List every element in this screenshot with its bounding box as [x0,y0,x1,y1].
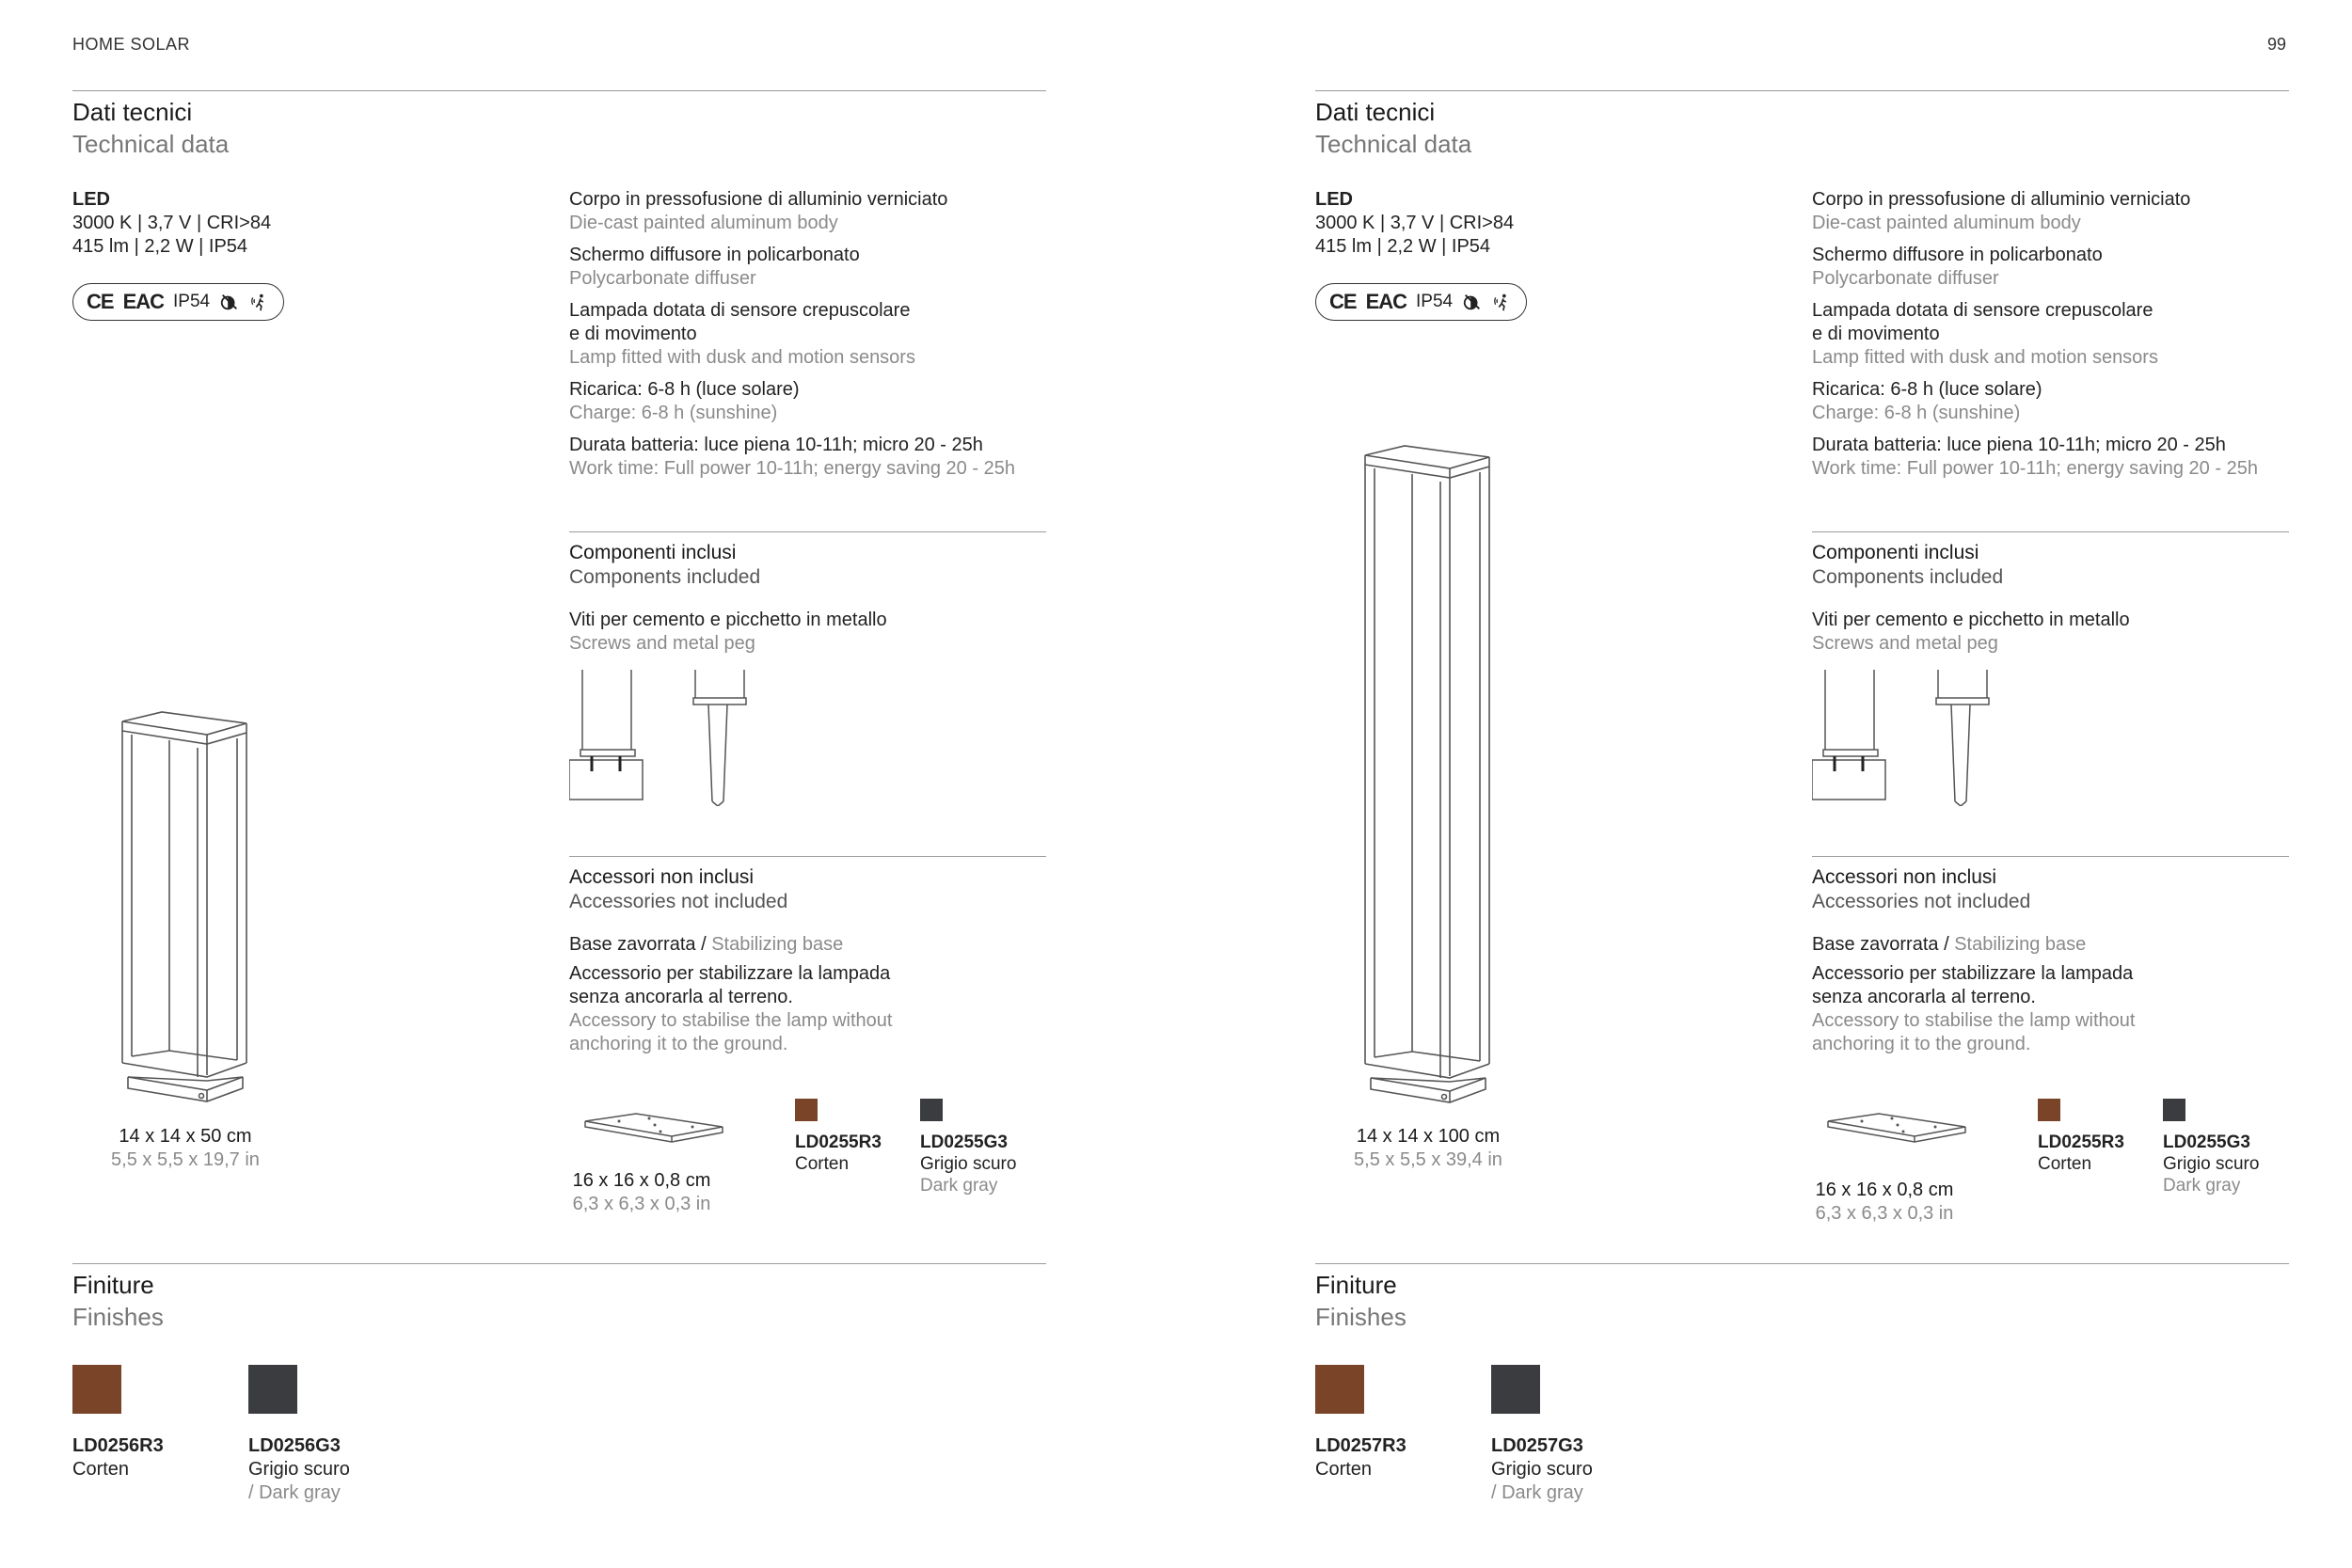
eac-mark-icon: EAC [122,290,165,313]
left-page [72,0,1065,1568]
components-rule [1812,531,2289,532]
lamp-dimensions [77,1125,294,1172]
base-dims-in: 6,3 x 6,3 x 0,3 in [1815,1203,1954,1224]
components-text-en: Screws and metal peg [1812,633,1998,654]
accessories-title-it: Accessori non inclusi [569,866,755,888]
spec-it: Durata batteria: luce piena 10-11h; micro 20 - 25h [1812,435,2226,455]
dusk-sensor-icon [1462,292,1483,312]
lamp-dims-in: 5,5 x 5,5 x 39,4 in [1354,1149,1502,1170]
finish-name-en: / Dark gray [1491,1482,1583,1503]
lamp-dims-cm: 14 x 14 x 100 cm [1356,1126,1501,1147]
spec-en: Charge: 6-8 h (sunshine) [569,403,778,423]
spec-it: Lampada dotata di sensore crepuscolare [569,300,911,321]
accessory-swatch-corten [795,1099,818,1121]
led-specs [72,188,271,259]
spec-it: Corpo in pressofusione di alluminio verniciato [1812,189,2191,210]
finishes-title-en: Finishes [72,1303,164,1331]
finish-name: Grigio scuro [248,1459,350,1480]
finish-swatch-dark-gray [248,1365,297,1414]
base-dims-cm: 16 x 16 x 0,8 cm [572,1170,711,1191]
finish-code: LD0257R3 [1315,1435,1406,1456]
accessory-finish-corten [795,1132,882,1175]
components-text-en: Screws and metal peg [569,633,755,654]
components-title-en: Components included [1812,566,2004,588]
accessory-finish-name-en: Dark gray [920,1176,998,1196]
finish-code: LD0257G3 [1491,1435,1583,1456]
spec-item [569,434,1077,481]
screws-and-peg-illustration [1812,670,2010,806]
spec-it: Durata batteria: luce piena 10-11h; micro 20 - 25h [569,435,983,455]
base-dims-cm: 16 x 16 x 0,8 cm [1815,1180,1954,1200]
led-line-2: 415 lm | 2,2 W | IP54 [72,236,248,257]
spec-it-cont: e di movimento [569,324,697,344]
base-dims-in: 6,3 x 6,3 x 0,3 in [572,1194,711,1214]
base-desc-en-cont: anchoring it to the ground. [569,1034,788,1054]
base-desc-en: Accessory to stabilise the lamp without [569,1010,893,1031]
spec-en: Charge: 6-8 h (sunshine) [1812,403,2021,423]
spec-list [569,188,1077,489]
led-line-1: 3000 K | 3,7 V | CRI>84 [72,213,272,233]
spec-en: Polycarbonate diffuser [569,268,756,289]
base-dimensions [1804,1179,1964,1226]
spec-en: Lamp fitted with dusk and motion sensors [569,347,915,368]
accessory-finish-name: Corten [2038,1154,2092,1174]
spec-it: Schermo diffusore in policarbonato [569,245,860,265]
accessories-title-en: Accessories not included [569,891,788,912]
tech-title-it: Dati tecnici [72,98,193,126]
spec-it: Schermo diffusore in policarbonato [1812,245,2103,265]
finishes-rule [72,1263,1046,1264]
spec-it: Ricarica: 6-8 h (luce solare) [569,379,800,400]
tech-title-en: Technical data [72,130,230,158]
accessory-swatch-dark-gray [920,1099,943,1121]
dusk-sensor-icon [219,292,240,312]
certification-badge [72,283,284,321]
finish-corten [1315,1434,1406,1481]
lamp-illustration [115,710,256,1105]
finish-swatch-corten [1315,1365,1364,1414]
spec-it-cont: e di movimento [1812,324,1940,344]
spec-item [1812,434,2320,481]
accessory-code: LD0255R3 [2038,1132,2124,1152]
accessory-finish-corten [2038,1132,2124,1175]
motion-sensor-icon [1492,292,1513,312]
accessories-title-it: Accessori non inclusi [1812,866,1997,888]
eac-mark-icon: EAC [1365,290,1407,313]
led-label: LED [1315,189,1353,210]
finish-swatch-corten [72,1365,121,1414]
led-label: LED [72,189,110,210]
spec-list [1812,188,2320,489]
finishes-title-it: Finiture [72,1271,154,1299]
spec-item [1812,188,2320,235]
components-text-it: Viti per cemento e picchetto in metallo [569,610,887,630]
finishes-rule [1315,1263,2289,1264]
components-title-it: Componenti inclusi [1812,542,1979,563]
accessory-swatch-dark-gray [2163,1099,2185,1121]
accessory-finish-dark-gray [2163,1132,2259,1196]
spec-item [569,244,1077,291]
components-title-en: Components included [569,566,761,588]
spec-item [1812,299,2320,370]
lamp-dimensions [1320,1125,1536,1172]
finish-name: Corten [1315,1459,1373,1480]
base-separator: / [695,934,712,955]
base-plate-illustration [1826,1110,1967,1152]
spec-it: Ricarica: 6-8 h (luce solare) [1812,379,2042,400]
lamp-dims-in: 5,5 x 5,5 x 19,7 in [111,1149,260,1170]
accessory-finish-dark-gray [920,1132,1016,1196]
ip-rating: IP54 [173,292,211,311]
finish-code: LD0256R3 [72,1435,164,1456]
tech-title-it: Dati tecnici [1315,98,1436,126]
accessories-section [569,865,1046,1056]
accessory-finish-name-en: Dark gray [2163,1176,2241,1196]
accessory-finish-name: Grigio scuro [920,1154,1017,1174]
motion-sensor-icon [249,292,270,312]
finish-code: LD0256G3 [248,1435,341,1456]
base-label-it: Base zavorrata [1812,934,1939,955]
accessory-swatch-corten [2038,1099,2060,1121]
finish-name: Corten [72,1459,130,1480]
finish-name: Grigio scuro [1491,1459,1593,1480]
top-rule [72,90,1046,91]
led-specs [1315,188,1514,259]
finish-dark-gray [248,1434,350,1505]
base-desc-it-cont: senza ancorarla al terreno. [569,987,793,1007]
components-title-it: Componenti inclusi [569,542,737,563]
certification-badge [1315,283,1527,321]
base-desc-en: Accessory to stabilise the lamp without [1812,1010,2136,1031]
spec-item [569,188,1077,235]
lamp-illustration [1358,444,1499,1106]
right-page [1315,0,2308,1568]
ce-mark-icon: CE [1329,290,1357,313]
finish-swatch-dark-gray [1491,1365,1540,1414]
spec-it: Corpo in pressofusione di alluminio verniciato [569,189,948,210]
stabilizing-base-label [1812,933,2289,957]
components-section [1812,541,2130,656]
spec-item [1812,378,2320,425]
spec-item [1812,244,2320,291]
running-header: HOME SOLAR [72,35,191,54]
screws-and-peg-illustration [569,670,767,806]
accessories-rule [1812,856,2289,857]
base-desc-en-cont: anchoring it to the ground. [1812,1034,2031,1054]
components-rule [569,531,1046,532]
top-rule [1315,90,2289,91]
spec-item [569,378,1077,425]
accessory-code: LD0255G3 [920,1132,1008,1152]
spec-en: Work time: Full power 10-11h; energy saving 20 - 25h [569,458,1015,479]
spec-en: Die-cast painted aluminum body [569,213,838,233]
finish-dark-gray [1491,1434,1593,1505]
spec-en: Polycarbonate diffuser [1812,268,1999,289]
finishes-title-en: Finishes [1315,1303,1406,1331]
finish-name-en: / Dark gray [248,1482,341,1503]
page-number: 99 [2267,35,2287,54]
accessory-code: LD0255G3 [2163,1132,2250,1152]
base-desc-it: Accessorio per stabilizzare la lampada [1812,963,2134,984]
components-text-it: Viti per cemento e picchetto in metallo [1812,610,2130,630]
base-desc-it-cont: senza ancorarla al terreno. [1812,987,2036,1007]
led-line-2: 415 lm | 2,2 W | IP54 [1315,236,1491,257]
accessory-finish-name: Corten [795,1154,850,1174]
spec-item [569,299,1077,370]
tech-title-en: Technical data [1315,130,1472,158]
spec-en: Work time: Full power 10-11h; energy saving 20 - 25h [1812,458,2258,479]
base-desc-it: Accessorio per stabilizzare la lampada [569,963,891,984]
base-dimensions [562,1169,722,1216]
ce-mark-icon: CE [87,290,114,313]
accessories-title-en: Accessories not included [1812,891,2031,912]
base-plate-illustration [583,1110,724,1152]
base-label-it: Base zavorrata [569,934,696,955]
accessories-rule [569,856,1046,857]
spec-en: Die-cast painted aluminum body [1812,213,2081,233]
finishes-title-it: Finiture [1315,1271,1397,1299]
spec-en: Lamp fitted with dusk and motion sensors [1812,347,2158,368]
accessories-section [1812,865,2289,1056]
components-section [569,541,887,656]
base-label-en: Stabilizing base [1954,934,2087,955]
ip-rating: IP54 [1416,292,1454,311]
accessory-finish-name: Grigio scuro [2163,1154,2260,1174]
stabilizing-base-label [569,933,1046,957]
lamp-dims-cm: 14 x 14 x 50 cm [119,1126,252,1147]
accessory-code: LD0255R3 [795,1132,882,1152]
spec-it: Lampada dotata di sensore crepuscolare [1812,300,2153,321]
base-separator: / [1938,934,1955,955]
led-line-1: 3000 K | 3,7 V | CRI>84 [1315,213,1515,233]
finish-corten [72,1434,164,1481]
base-label-en: Stabilizing base [711,934,844,955]
